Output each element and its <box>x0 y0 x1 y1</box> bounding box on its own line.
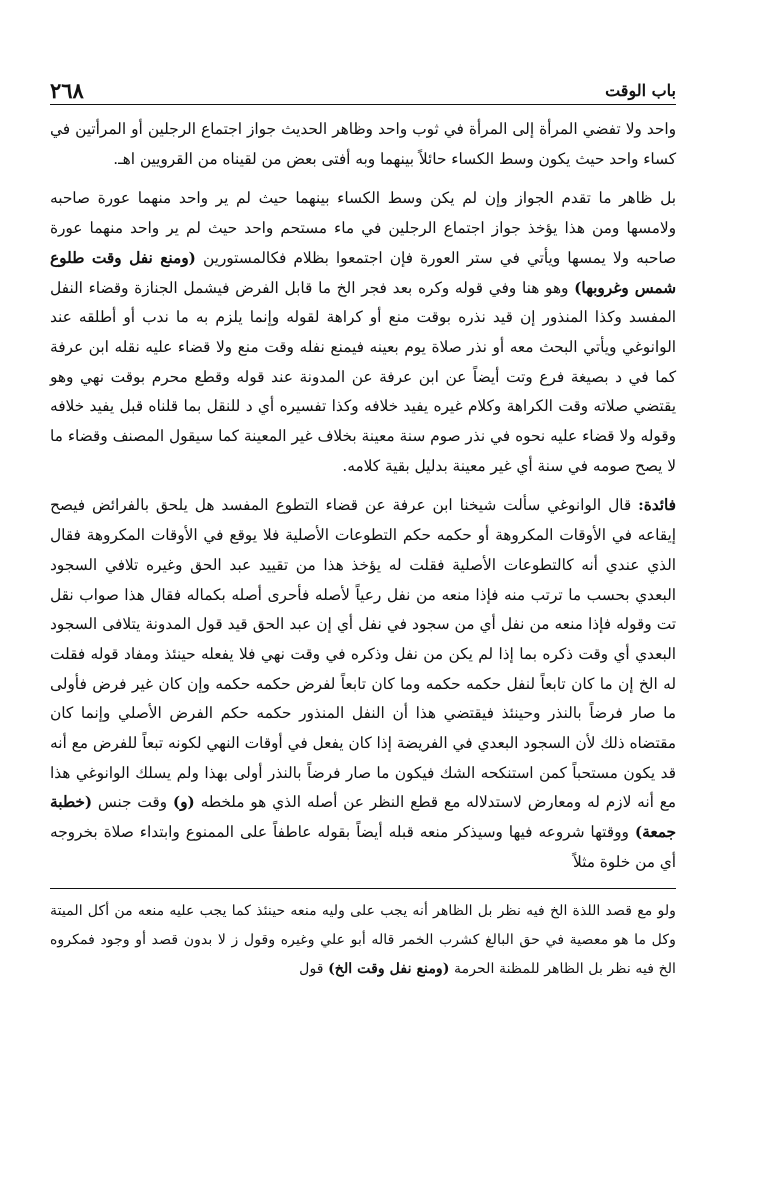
main-text <box>50 115 676 878</box>
matn-quote: (ومنع نفل وقت الخ) <box>328 960 450 977</box>
matn-quote: (خطبة جمعة) <box>50 793 676 842</box>
section-title: باب الوقت <box>605 81 676 100</box>
matn-quote: (و) <box>172 793 195 812</box>
paragraph-3: فائدة: قال الوانوغي سألت شيخنا ابن عرفة عن قضاء التطوع المفسد هل يلحق بالفرائض فيصح إيقاعه في الأوقات المكروهة أو حكمه حكم التطوعات الأصلية فلا يوقع في الأوقات المكروهة فقال الذي عندي أنه كالتطوعات الأصلية فقلت له يؤخذ هذا من تقييد عبد الحق وغيره تلافي السجود البعدي بحسب ما ترتب منه فإذا منعه من نفل رعياً لأصله فأحرى أصله بكماله فقال هذا صواب نقل تت وقوله فإذا منعه من نفل أي من سجود في نفل أي إن عبد الحق قيد قول المدونة يتلافى السجود البعدي أي وقت ذكره بما إذا لم يكن من نفل وذكره في وقت نهي فلا يفعله حينئذ ومفاد قوله فقلت له الخ إن ما كان تابعاً لنفل حكمه حكمه وما كان تابعاً لفرض حكمه حكمه وإن كان غير فرض فأولى ما صار فرضاً بالنذر وحينئذ فيقتضي هذا أن النفل المنذور حكمه حكم الفرض الأصلي وإنما كان مقتضاه ذلك لأن السجود البعدي في الفريضة إذا كان يفعل في أوقات النهي لكونه تبعاً للفرض مع أنه قد يكون مستحباً كمن استنكحه الشك فيكون ما صار فرضاً بالنذر أولى بهذا ولم يسلك الوانوغي هذا مع أنه لازم له ومعارض لاستدلاله مع قطع النظر عن أصله الذي هو ملخطه (و) وقت جنس (خطبة جمعة) ووقتها شروعه فيها وسيذكر منعه قبله أيضاً بقوله عاطفاً على الممنوع وابتداء صلاة بخروجه أي من خلوة مثلاً <box>50 496 676 871</box>
paragraph-1: واحد ولا تفضي المرأة إلى المرأة في ثوب واحد وظاهر الحديث جواز اجتماع الرجلين أو المرأتين في كساء واحد حيث يكون وسط الكساء حائلاً بينهما وبه أفتى بعض من لقيناه من القرويين اهـ. <box>50 120 676 168</box>
footnote-divider <box>50 888 676 889</box>
page-header <box>50 76 676 105</box>
book-page <box>50 76 676 984</box>
matn-quote: (ومنع نفل وقت طلوع شمس وغروبها) <box>50 248 676 297</box>
benefit-label: فائدة: <box>638 496 676 515</box>
page-number: ٢٦٨ <box>50 78 84 103</box>
paragraph-2: بل ظاهر ما تقدم الجواز وإن لم يكن وسط الكساء بينهما حيث لم ير واحد منهما عورة صاحبه ولامسها ومن هذا يؤخذ جواز اجتماع الرجلين في ماء مستحم واحد حيث لم ير واحد منهما عورة صاحبه ولا يمسها ويأتي في ستر العورة فإن اجتمعوا بظلام فكالمستورين (ومنع نفل وقت طلوع شمس وغروبها) وهو هنا وفي قوله وكره بعد فجر الخ ما قابل الفرض فيشمل الجنازة وقضاء النفل المفسد وكذا المنذور إن قيد نذره بوقت منع أو كراهة لقوله وإنما يلزم به ما ندب أو أطلقه عند الوانوغي ويأتي البحث معه أو نذر صلاة يوم بعينه فيمنع نفله وقت منع ولا قضاء عليه نقله ابن عرفة كما في د بصيغة فرع وتت أيضاً عن ابن عرفة عن المدونة عند قوله وقطع محرم بوقت نهي وهو يقتضي صلاته وقت الكراهة وكلام غيره يفيد خلافه وكذا تفسيره أي د للنقل بما قلناه قبل يفيد خلافه وقوله ولا قضاء عليه نحوه في نذر صوم سنة معينة بخلاف غير المعينة كما سيقول المصنف وقضاء ما لا يصح صومه في سنة أي غير معينة بدليل بقية كلامه. <box>50 189 676 475</box>
footnote: ولو مع قصد اللذة الخ فيه نظر بل الظاهر أنه يجب على وليه منعه حينئذ كما يجب عليه منعه من أكل الميتة وكل ما هو معصية في حق البالغ كشرب الخمر قاله أبو علي وغيره وقول ز لا بدون قصد أو وجود فمكروه الخ فيه نظر بل الظاهر للمظنة الحرمة (ومنع نفل وقت الخ) قول <box>50 902 676 977</box>
